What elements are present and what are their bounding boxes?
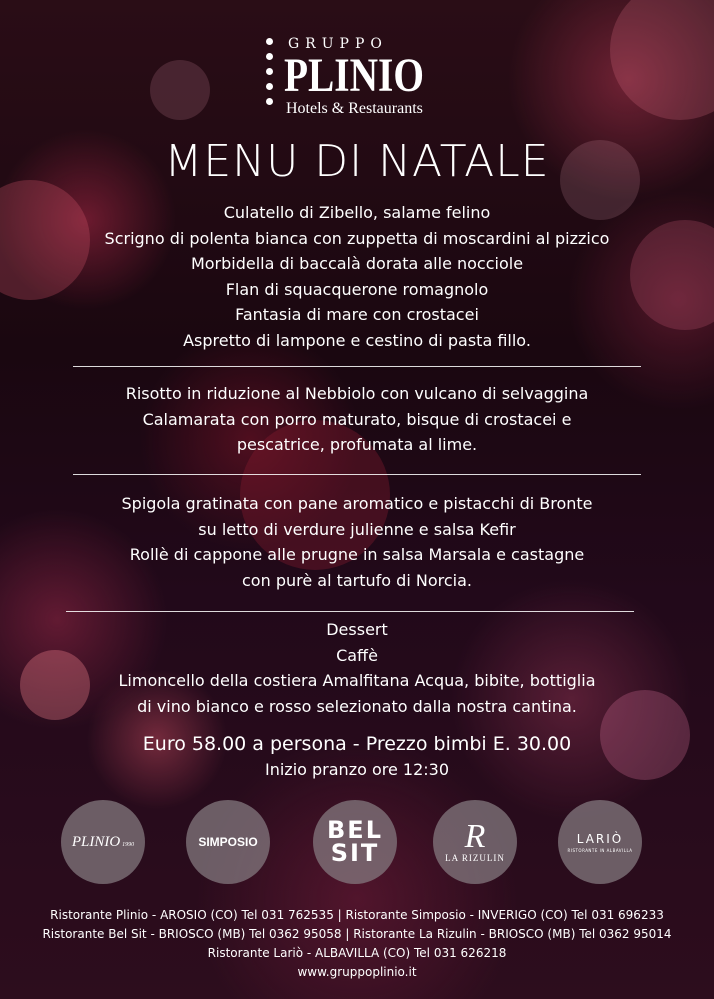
rizulin-logo-initial: R [464,818,486,855]
menu-item: pescatrice, profumata al lime. [236,435,478,454]
logo-tagline: Hotels & Restaurants [286,100,423,117]
website-link[interactable]: www.gruppoplinio.it [297,965,417,979]
gruppo-plinio-logo [266,36,456,120]
lario-logo-sub: RISTORANTE IN ALBAVILLA [567,847,633,853]
menu-item: Caffè [336,645,378,665]
restaurant-logo-bel-sit [313,800,397,884]
menu-item: Culatello di Zibello, salame felino [223,203,491,222]
bokeh-light [150,60,210,120]
menu-section-first-courses [0,381,714,458]
logo-dots [266,38,276,113]
price-info [0,731,714,783]
simposio-logo-text: SIMPOSIO [198,835,258,849]
bokeh-light [610,0,714,120]
section-divider [73,366,641,367]
menu-section-main-courses [0,491,714,593]
menu-item: Spigola gratinata con pane aromatico e pistacchi di Bronte [121,494,593,513]
menu-item: Flan di squacquerone romagnolo [225,279,489,299]
section-divider [73,474,641,475]
menu-item: Scrigno di polenta bianca con zuppetta di moscardini al pizzico [104,228,610,248]
rizulin-logo-text: LA RIZULIN [445,853,505,863]
footer-line: Ristorante Lariò - ALBAVILLA (CO) Tel 031 626218 [207,946,507,960]
menu-title: MENU DI NATALE [164,136,550,187]
menu-item: su letto di verdure julienne e salsa Kefir [198,519,516,539]
plinio-logo-year: 1990 [122,841,135,848]
menu-item: Calamarata con porro maturato, bisque di crostacei e [142,409,572,429]
menu-item: Dessert [326,620,388,639]
menu-section-dessert [0,617,714,719]
menu-item: Aspretto di lampone e cestino di pasta fillo. [183,330,531,350]
lario-logo-text: LARIÒ [576,831,624,846]
restaurant-logo-lario [558,800,642,884]
menu-item: di vino bianco e rosso selezionato dalla nostra cantina. [137,696,577,716]
menu-item: Risotto in riduzione al Nebbiolo con vulcano di selvaggina [125,384,589,403]
restaurant-logo-plinio [61,800,145,884]
footer-line: Ristorante Plinio - AROSIO (CO) Tel 031 762535 | Ristorante Simposio - INVERIGO (CO) Tel 031 696233 [50,908,664,922]
section-divider [66,611,634,612]
menu-item: Rollè di cappone alle prugne in salsa Marsala e castagne [129,545,585,564]
logo-brand-name: PLINIO [284,49,424,102]
footer-line: Ristorante Bel Sit - BRIOSCO (MB) Tel 0362 95058 | Ristorante La Rizulin - BRIOSCO (MB) Tel 0362 95014 [42,927,672,941]
menu-item: Morbidella di baccalà dorata alle nocciole [190,254,524,273]
plinio-logo-text: PLINIO [71,833,121,850]
menu-item: Fantasia di mare con crostacei [235,305,479,324]
restaurant-logo-la-rizulin [433,800,517,884]
restaurant-logo-simposio [186,800,270,884]
logo-group-text: GRUPPO [288,36,388,52]
footer-contacts [0,906,714,982]
menu-item: Limoncello della costiera Amalfitana Acqua, bibite, bottiglia [118,671,596,690]
belsit-logo-line1: BEL [327,816,383,844]
menu-section-starters [0,200,714,353]
menu-item: con purè al tartufo di Norcia. [242,570,472,590]
price-text: Euro 58.00 a persona - Prezzo bimbi E. 30.00 [142,733,572,755]
start-time-text: Inizio pranzo ore 12:30 [264,760,450,779]
belsit-logo-line2: SIT [330,839,380,867]
